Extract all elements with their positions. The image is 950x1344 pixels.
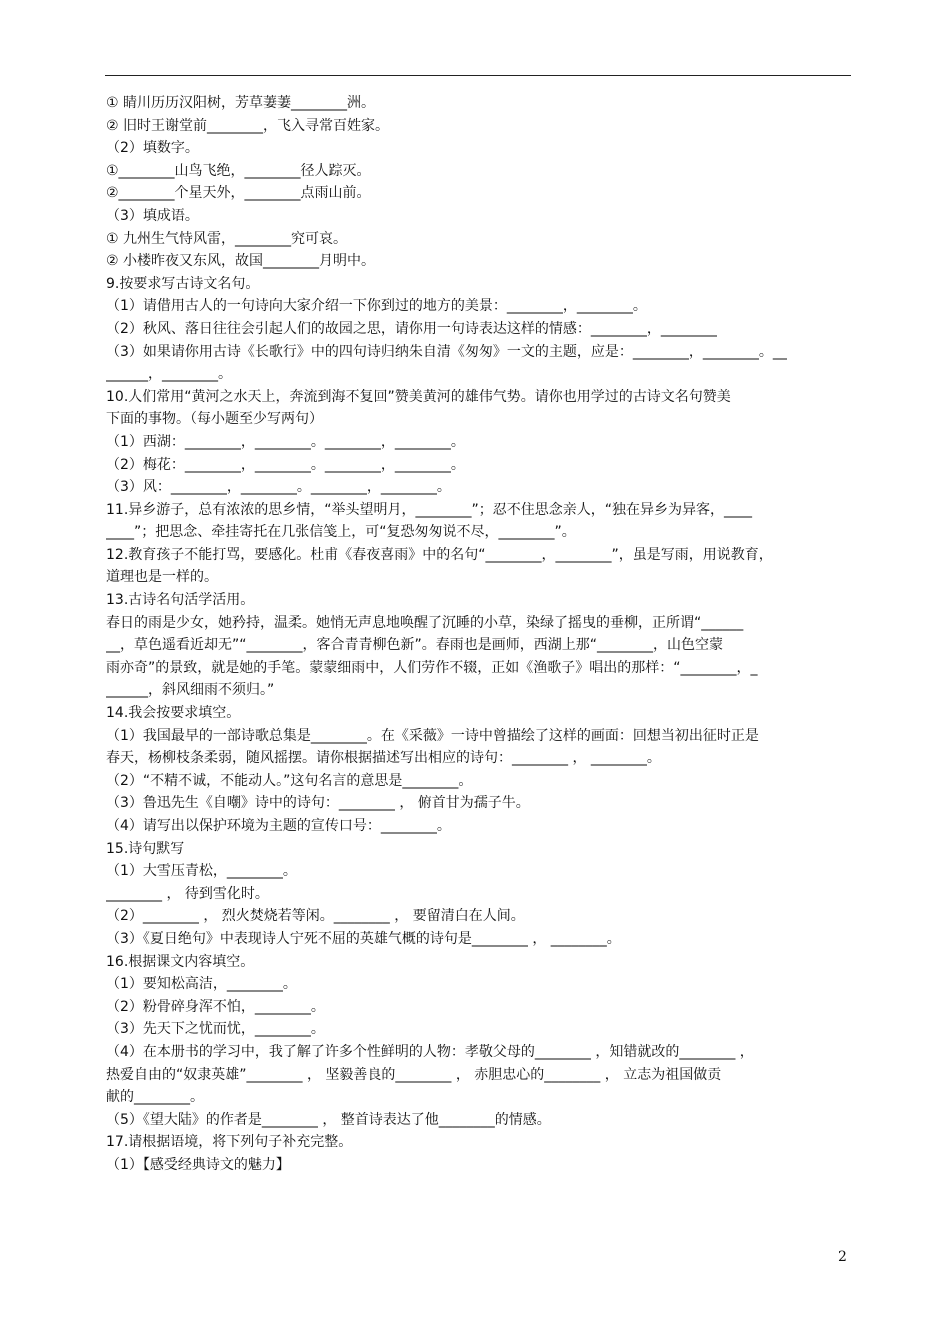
worksheet-line: （1）西湖：________，________。________，________。 xyxy=(106,433,465,450)
page-number: 2 xyxy=(838,1249,847,1265)
worksheet-line: 10.人们常用“黄河之水天上，奔流到海不复回”赞美黄河的雄伟气势。请你也用学过的古诗文名句赞美 xyxy=(106,388,731,405)
worksheet-line: ① 九州生气恃风雷，________究可哀。 xyxy=(106,230,348,247)
worksheet-line: （2）“不精不诚，不能动人。”这句名言的意思是________。 xyxy=(106,772,473,789)
worksheet-line: （2）________ ， 烈火焚烧若等闲。________ ， 要留清白在人间。 xyxy=(106,908,525,925)
worksheet-body xyxy=(106,92,852,1177)
worksheet-line: 热爱自由的“奴隶英雄”________ ， 坚毅善良的________ ， 赤胆忠心的________ ， 立志为祖国做贡 xyxy=(106,1066,722,1083)
worksheet-line: （3）风：________，________。________，________。 xyxy=(106,479,451,496)
worksheet-line: ①________山鸟飞绝，________径人踪灭。 xyxy=(106,162,371,179)
worksheet-line: 12.教育孩子不能打骂，要感化。杜甫《春夜喜雨》中的名句“________，________”，虽是写雨，用说教育， xyxy=(106,546,773,563)
worksheet-line: 15.诗句默写 xyxy=(106,840,185,857)
worksheet-line: 13.古诗名句活学活用。 xyxy=(106,592,255,609)
worksheet-line: __，草色遥看近却无”“________，客合青青柳色新”。春雨也是画师，西湖上那“________，山色空蒙 xyxy=(106,637,724,654)
worksheet-line: （3）填成语。 xyxy=(106,207,199,224)
worksheet-line: （2）填数字。 xyxy=(106,140,199,157)
worksheet-line: （2）秋风、落日往往会引起人们的故园之思，请你用一句诗表达这样的情感：________，________ xyxy=(106,320,717,337)
worksheet-line: ________ ， 待到雪化时。 xyxy=(106,885,269,902)
worksheet-line: （1）要知松高洁，________。 xyxy=(106,976,297,993)
worksheet-line: 雨亦奇”的景致，就是她的手笔。蒙蒙细雨中，人们劳作不辍，正如《渔歌子》唱出的那样：“________，_ xyxy=(106,659,758,676)
worksheet-line: （3）先天下之忧而忧，________。 xyxy=(106,1021,325,1038)
worksheet-line: （1）我国最早的一部诗歌总集是________。在《采薇》一诗中曾描绘了这样的画面：回想当初出征时正是 xyxy=(106,727,759,744)
worksheet-line: ______，斜风细雨不须归。” xyxy=(106,682,275,699)
worksheet-line: 春日的雨是少女，她矜持，温柔。她悄无声息地唤醒了沉睡的小草，染绿了摇曳的垂柳，正所谓“______ xyxy=(106,614,744,631)
worksheet-line: 春天，杨柳枝条柔弱，随风摇摆。请你根据描述写出相应的诗句：________ ， ________。 xyxy=(106,750,661,767)
worksheet-line: （4）在本册书的学习中，我了解了许多个性鲜明的人物：孝敬父母的________ ，知错就改的________ ， xyxy=(106,1043,754,1060)
worksheet-line: （3）《夏日绝句》中表现诗人宁死不屈的英雄气概的诗句是________ ， ________。 xyxy=(106,930,621,947)
worksheet-line: ______，________。 xyxy=(106,366,232,383)
worksheet-line: ② 小楼昨夜又东风，故国________月明中。 xyxy=(106,253,376,270)
worksheet-line: 9.按要求写古诗文名句。 xyxy=(106,275,260,292)
worksheet-line: 16.根据课文内容填空。 xyxy=(106,953,255,970)
worksheet-line: （4）请写出以保护环境为主题的宣传口号：________。 xyxy=(106,818,451,834)
worksheet-line: 下面的事物。（每小题至少写两句） xyxy=(106,411,323,428)
worksheet-line: 17.请根据语境，将下列句子补充完整。 xyxy=(106,1134,353,1151)
worksheet-line: 道理也是一样的。 xyxy=(106,569,218,586)
worksheet-line: （5）《望大陆》的作者是________ ， 整首诗表达了他________的情感。 xyxy=(106,1111,551,1128)
worksheet-line: 11.异乡游子，总有浓浓的思乡情，“举头望明月，________”；忍不住思念亲人，“独在异乡为异客，____ xyxy=(106,501,753,518)
worksheet-line: ____”；把思念、牵挂寄托在几张信笺上，可“复恐匆匆说不尽，________”。 xyxy=(106,524,576,541)
worksheet-line: 献的________。 xyxy=(106,1089,204,1106)
worksheet-line: （2）梅花：________，________。________，________。 xyxy=(106,456,465,473)
worksheet-line: （1）请借用古人的一句诗向大家介绍一下你到过的地方的美景：________，________。 xyxy=(106,298,647,315)
header-rule xyxy=(105,75,851,76)
worksheet-line: 14.我会按要求填空。 xyxy=(106,705,241,722)
worksheet-line: ① 睛川历历汉阳树，芳草萋萋________洲。 xyxy=(106,95,376,111)
worksheet-line: ② 旧时王谢堂前________，飞入寻常百姓家。 xyxy=(106,117,390,134)
worksheet-line: （1）大雪压青松，________。 xyxy=(106,863,297,880)
worksheet-line: （3）如果请你用古诗《长歌行》中的四句诗归纳朱自清《匆匆》一文的主题，应是：________，________。__ xyxy=(106,343,787,360)
worksheet-line: （2）粉骨碎身浑不怕，________。 xyxy=(106,998,325,1015)
worksheet-line: （1）【感受经典诗文的魅力】 xyxy=(106,1156,290,1173)
worksheet-line: ②________个星天外，________点雨山前。 xyxy=(106,185,371,202)
worksheet-line: （3）鲁迅先生《自嘲》诗中的诗句：________ ， 俯首甘为孺子牛。 xyxy=(106,795,530,812)
